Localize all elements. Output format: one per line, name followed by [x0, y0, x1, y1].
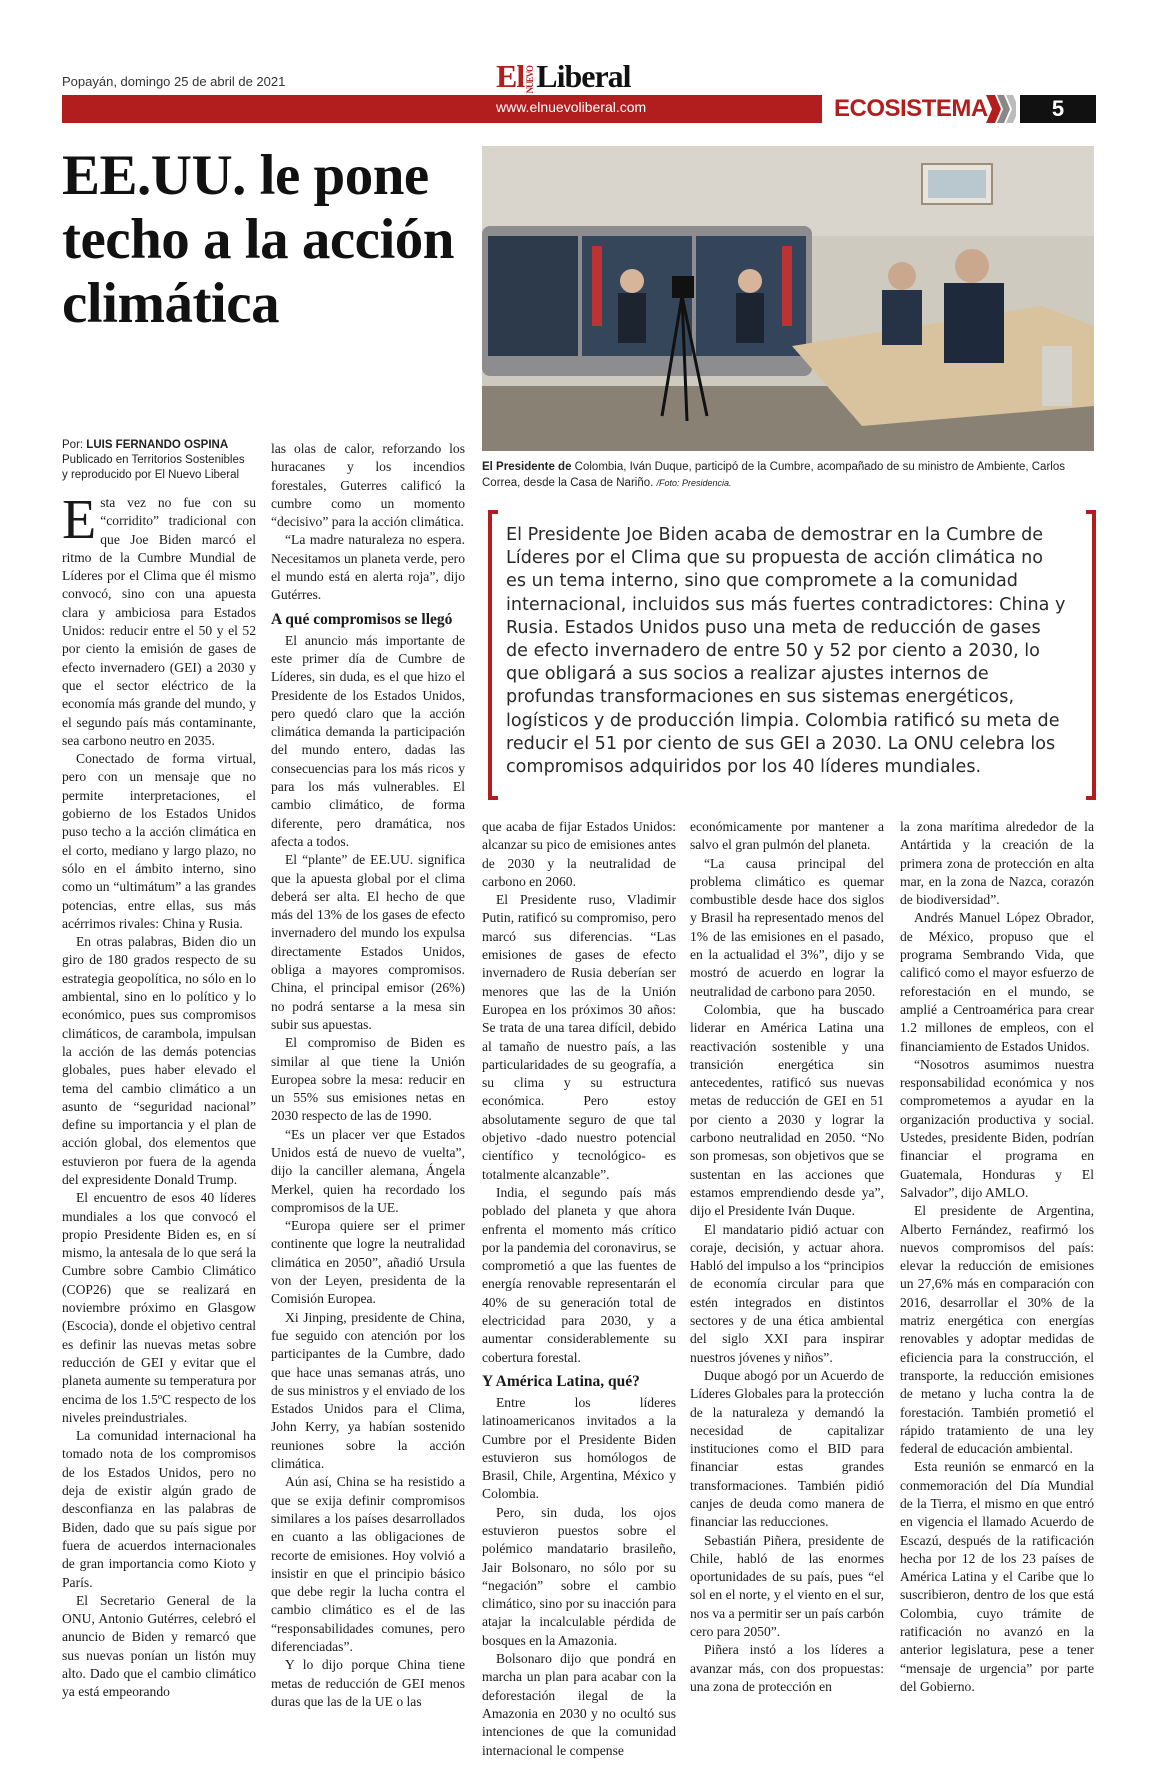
byline-source: Publicado en Territorios Sostenibles y reproducido por El Nuevo Liberal — [62, 454, 245, 481]
logo-nuevo: NUEVO — [525, 65, 536, 94]
paragraph: Sebastián Piñera, presidente de Chile, habló de las enormes oportunidades de su país, pues “el sol en el norte, y el viento en el sur, nos va a permitir ser un país carbón cero para 2050”. — [690, 1532, 884, 1640]
paragraph: Entre los líderes latinoamericanos invitados a la Cumbre por el Presidente Biden estuvieron sus homólogos de Brasil, Chile, Argentina, México y Colombia. — [482, 1394, 676, 1502]
caption-credit: /Foto: Presidencia. — [656, 478, 732, 488]
byline — [62, 438, 252, 483]
byline-author: LUIS FERNANDO OSPINA — [86, 439, 229, 451]
caption-text: Colombia, Iván Duque, participó de la Cumbre, acompañado de su ministro de Ambiente, Carlos Correa, desde la Casa de Nariño. — [482, 461, 1065, 489]
logo-liberal: Liberal — [536, 58, 631, 94]
paragraph: Y lo dijo porque China tiene metas de reducción de GEI menos duras que las de la UE o las — [271, 1657, 465, 1709]
paragraph: Conectado de forma virtual, pero con un mensaje que no permite interpretaciones, el gobierno de los Estados Unidos puso techo a la acción climática en el corto, mediano y largo plazo, no sólo en el ámbito interno, sino como un “ultimátum” a las grandes potencias, entre ellas, sus más acérrimos rivales: China y Rusia. — [62, 751, 256, 931]
paragraph: “Europa quiere ser el primer continente que logre la neutralidad climática en 2050”, añadió Ursula von der Leyen, presidenta de la Comisión Europea. — [271, 1218, 465, 1307]
caption-lead: El Presidente de — [482, 461, 572, 473]
article-column-4 — [690, 818, 884, 1696]
header-bar — [62, 95, 822, 123]
paragraph: “La madre naturaleza no espera. Necesitamos un planeta verde, pero el mundo está en alerta roja”, dijo Gutérres. — [271, 532, 465, 603]
paragraph: India, el segundo país más poblado del planeta y que ahora enfrenta el momento más crítico por la pandemia del coronavirus, se comprometió a que las fuentes de energía renovable representarán el 40% de su generación total de electricidad para 2030, y a aumentar considerablemente su cobertura forestal. — [482, 1184, 676, 1365]
paragraph: El compromiso de Biden es similar al que tiene la Unión Europea sobre la mesa: reducir en un 55% sus emisiones netas en 2030 respecto de las de 1990. — [271, 1035, 465, 1124]
paragraph: Andrés Manuel López Obrador, de México, propuso que el programa Sembrando Vida, que calificó como el mayor esfuerzo de reforestación en el mundo, se amplié a Centroamérica para crear 1.2 millones de empleos, con el financiamiento de Estados Unidos. — [900, 910, 1094, 1054]
paragraph: Colombia, que ha buscado liderar en América Latina una reactivación sostenible y una transición energética sin antecedentes, ratificó sus nuevas metas de reducción de GEI en 51 por ciento a 2030 y lograr la carbono neutralidad en 2050. “No son promesas, son objetivos que se sustentan en las acciones que estamos emprendiendo desde ya”, dijo el Presidente Iván Duque. — [690, 1001, 884, 1219]
paragraph: La comunidad internacional ha tomado nota de los compromisos de los Estados Unidos, pero no deja de existir algún grado de desconfianza en las palabras de Biden, dado que su país sigue por fuera de acuerdos internacionales de gran importancia como Kioto y París. — [62, 1428, 256, 1590]
paragraph: Aún así, China se ha resistido a que se exija definir compromisos similares a los países desarrollados en cuanto a las obligaciones de recorte de emisiones. Hoy volvió a insistir en que el principio básico que debe regir la lucha contra el cambio climático es el de las “responsabilidades comunes, pero diferenciadas”. — [271, 1474, 465, 1654]
paragraph: En otras palabras, Biden dio un giro de 180 grados respecto de su estrategia geopolítica, no sólo en lo ambiental, sino en lo político y lo económico, pues sus compromisos climáticos, de carambola, impulsan la acción de las demás potencias globales, pues haber elevado el tema del cambio climático a un asunto de “seguridad nacional” define su importancia y el plan de acción global, dos elementos que estuvieron por fuera de la agenda del expresidente Donald Trump. — [62, 934, 256, 1187]
byline-prefix: Por: — [62, 439, 84, 451]
stripes-ornament — [986, 95, 1016, 123]
paragraph: la zona marítima alrededor de la Antártida y la creación de la primera zona de protección en alta mar, en la zona de Nazca, corazón de biodiversidad”. — [900, 819, 1094, 908]
section-name: ECOSISTEMA — [834, 95, 988, 122]
paragraph: El presidente de Argentina, Alberto Fernández, reafirmó los nuevos compromisos del país: elevar la reducción de emisiones un 27,6% más en comparación con 2016, desarrollar el 30% de la matriz energética con energías renovables y adoptar medidas de eficiencia para la construcción, el transporte, la reducción emisiones de metano y lucha contra la de forestación. También prometió el rápido tratamiento de una ley federal de educación ambiental. — [900, 1203, 1094, 1457]
subheading: A qué compromisos se llegó — [271, 610, 453, 628]
paragraph: Duque abogó por un Acuerdo de Líderes Globales para la protección de la naturaleza y demandó la necesidad de capitalizar instituciones como el BID para financiar estas grandes transformaciones. También pidió canjes de deuda como manera de financiar las reducciones. — [690, 1367, 884, 1530]
paragraph: que acaba de fijar Estados Unidos: alcanzar su pico de emisiones antes de 2030 y la neutralidad de carbono en 2060. — [482, 819, 676, 889]
paragraph: “Es un placer ver que Estados Unidos está de nuevo de vuelta”, dijo la canciller alemana, Ángela Merkel, quien ha recordado los compromisos de la UE. — [271, 1126, 465, 1215]
article-column-3 — [482, 818, 676, 1760]
page-number: 5 — [1020, 95, 1096, 123]
article-column-5 — [900, 818, 1094, 1696]
article-column-2 — [271, 440, 465, 1711]
dateline: Popayán, domingo 25 de abril de 2021 — [62, 74, 286, 89]
paragraph: “La causa principal del problema climático es quemar combustible desde hace dos siglos y Brasil ha representado menos del 1% de las emisiones en el pasado, en la actualidad el 3%”, dijo y se mostró de acuerdo en lograr la neutralidad de carbono para 2050. — [690, 855, 884, 999]
paragraph: Bolsonaro dijo que pondrá en marcha un plan para acabar con la deforestación ilegal de la Amazonia en 2030 y no ocultó sus intenciones de que la comunidad internacional le compense — [482, 1651, 676, 1758]
pull-quote — [488, 510, 1096, 800]
drop-cap: E — [62, 489, 97, 551]
paragraph: Esta reunión se enmarcó en la conmemoración del Día Mundial de la Tierra, el mismo en que entró en vigencia el llamado Acuerdo de Escazú, después de la ratificación hecha por 12 de los 23 países de América Latina y el Caribe que lo suscribieron, dentro de los que está Colombia, cuyo trámite de ratificación no avanzó en la anterior legislatura, pese a tener “mensaje de urgencia” por parte del Gobierno. — [900, 1459, 1094, 1694]
paragraph: El Presidente ruso, Vladimir Putin, ratificó su compromiso, pero marcó sus diferencias. “Las emisiones de gases de efecto invernadero de Rusia deberían ser menores que las de la Unión Europea en los próximos 30 años: Se trata de una tarea difícil, debido al tamaño de nuestro país, a las particularidades de su geografía, a su clima y su estructura económica. Pero estoy absolutamente seguro de que tal objetivo -dado nuestro potencial científico y tecnológico- es totalmente alcanzable”. — [482, 892, 676, 1182]
photo-caption — [482, 459, 1094, 491]
site-url[interactable]: www.elnuevoliberal.com — [496, 99, 647, 115]
bracket-right — [1086, 510, 1096, 800]
article-column-1 — [62, 489, 257, 1702]
paragraph: Pero, sin duda, los ojos estuvieron puestos sobre el polémico mandatario brasileño, Jair Bolsonaro, no sólo por su “negación” sobre el cambio climático, sino por su inacción para atajar la incalculable pérdida de bosques en la Amazonia. — [482, 1504, 676, 1648]
headline: EE.UU. le pone techo a la acción climática — [62, 144, 455, 335]
paragraph: las olas de calor, reforzando los huracanes y los incendios forestales, Guterres calificó la cumbre como un momento “decisivo” para la acción climática. — [271, 441, 465, 530]
paragraph: El mandatario pidió actuar con coraje, decisión, y actuar ahora. Habló del impulso a los “principios de economía circular para que estén integrados en distintos sectores y de una ética ambiental del siglo XXI para inspirar nuestros jóvenes y niños”. — [690, 1221, 884, 1365]
newspaper-logo[interactable] — [496, 58, 631, 95]
logo-el: El — [496, 58, 525, 94]
paragraph: Esta vez no fue con su “corridito” tradicional con que Joe Biden marcó el ritmo de la Cumbre Mundial de Líderes por el Clima que él mismo convocó, sino con una apuesta clara y ambiciosa para Estados Unidos: reducir entre el 50 y el 52 por ciento la emisión de gases de efecto invernadero (GEI) a 2030 y que el sector eléctrico de la economía más grande del mundo, y el segundo país más contaminante, sea carbono neutro en 2035. — [62, 489, 256, 748]
pull-quote-text: El Presidente Joe Biden acaba de demostrar en la Cumbre de Líderes por el Clima que su propuesta de acción climática no es un tema interno, sino que compromete a la comunidad internacional, incluidos sus más fuertes contradictores: China y Rusia. Estados Unidos puso una meta de reducción de gases de efecto invernadero de entre 50 y 52 por ciento a 2030, lo que obligará a sus socios a realizar ajustes internos de profundas transformaciones en sus sistemas energéticos, logísticos y de producción limpia. Colombia ratificó su meta de reducir el 51 por ciento de sus GEI a 2030. La ONU celebra los compromisos adquiridos por los 40 líderes mundiales. — [506, 525, 1066, 778]
paragraph: Piñera instó a los líderes a avanzar más, con dos propuestas: una zona de protección en — [690, 1642, 884, 1694]
paragraph: El “plante” de EE.UU. significa que la apuesta global por el clima deberá ser alta. El hecho de que más del 13% de los gases de efecto invernadero del mundo los expulsa directamente Estados Unidos, obliga a mayores compromisos. China, el principal emisor (26%) no podrá sentarse a la mesa sin subir sus apuestas. — [271, 852, 465, 1032]
paragraph: Xi Jinping, presidente de China, fue seguido con atención por los participantes de la Cumbre, dado que hace unas semanas atrás, uno de sus ministros y el enviado de los Estados Unidos para el Clima, John Kerry, ya habían sostenido reuniones sobre la acción climática. — [271, 1309, 465, 1472]
paragraph: El encuentro de esos 40 líderes mundiales a los que convocó el propio Presidente Biden es, en sí mismo, la antesala de lo que será la Cumbre sobre Cambio Climático (COP26) que se realizará en noviembre próximo en Glasgow (Escocia), donde el objetivo central es definir las nuevas metas sobre reducción de GEI y evitar que el planeta aumente su temperatura por encima de los 1.5ºC respecto de los niveles preindustriales. — [62, 1190, 257, 1425]
paragraph: El anuncio más importante de este primer día de Cumbre de Líderes, sin duda, es el que hizo el Presidente de los Estados Unidos, pero quedó claro que la acción climática demanda la participación del mundo entero, dadas las consecuencias para los más ricos y para los más vulnerables. El cambio climático, de forma diferente, pero dramática, nos afecta a todos. — [271, 632, 465, 849]
subheading: Y América Latina, qué? — [482, 1372, 640, 1390]
paragraph: El Secretario General de la ONU, Antonio Gutérres, celebró el anuncio de Biden y remarcó que sus nuevas ponían un listón muy alto. Dado que el cambio climático ya está empeorando — [62, 1592, 256, 1700]
bracket-left — [488, 510, 498, 800]
summit-photo — [482, 146, 1094, 451]
paragraph: económicamente por mantener a salvo el gran pulmón del planeta. — [690, 819, 884, 853]
paragraph: “Nosotros asumimos nuestra responsabilidad económica y nos comprometemos a ayudar en la organización productiva y social. Ustedes, presidente Biden, podrían financiar el programa en Guatemala, Honduras y El Salvador”, dijo AMLO. — [900, 1056, 1094, 1200]
